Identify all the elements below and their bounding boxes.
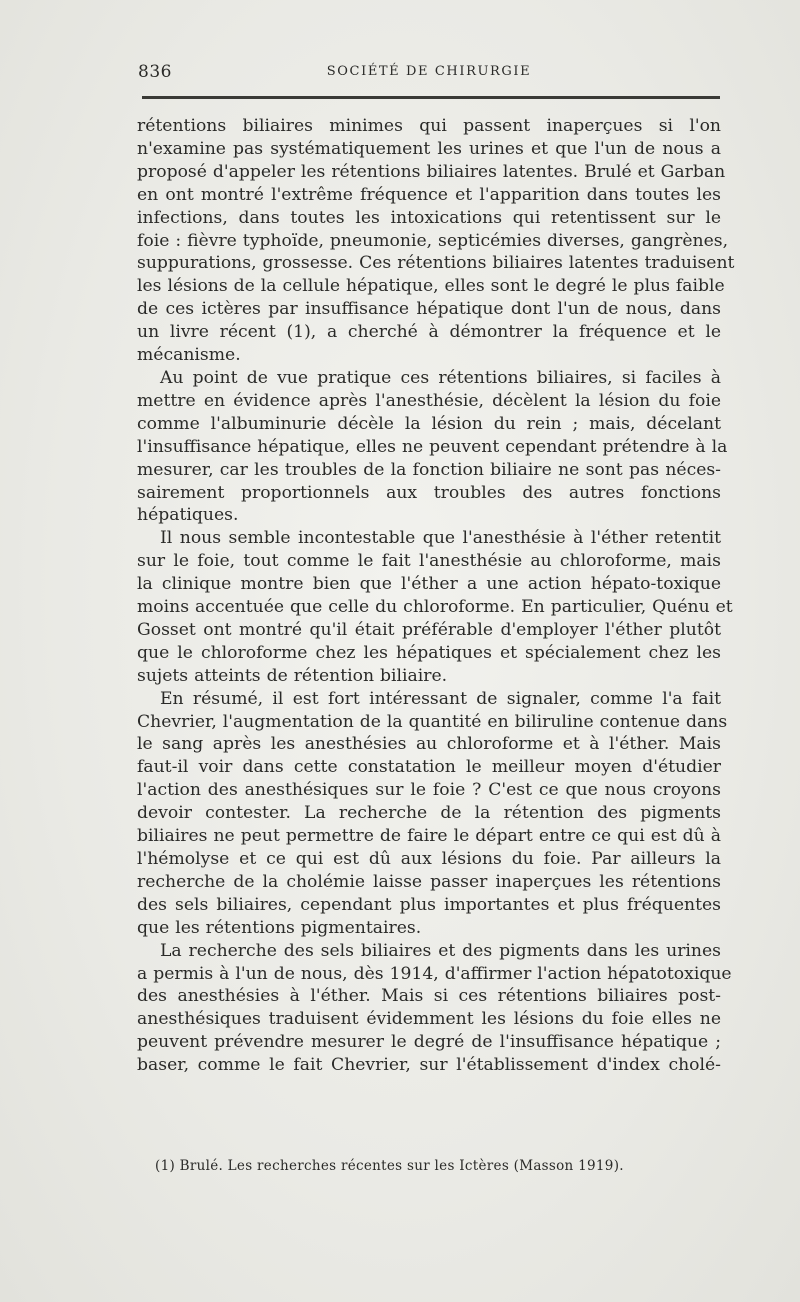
text-line: devoir contester. La recherche de la rétention des pigments [137, 803, 721, 824]
text-line: peuvent prévendre mesurer le degré de l'insuffisance hépatique ; [137, 1032, 721, 1053]
text-line: suppurations, grossesse. Ces rétentions biliaires latentes traduisent [137, 253, 735, 274]
text-line: les lésions de la cellule hépatique, elles sont le degré le plus faible [137, 276, 725, 297]
text-line: des sels biliaires, cependant plus importantes et plus fréquentes [137, 894, 721, 915]
text-line: la clinique montre bien que l'éther a une action hépato-toxique [137, 574, 721, 595]
text-line: Gosset ont montré qu'il était préférable d'employer l'éther plutôt [137, 619, 721, 640]
text-line: Il nous semble incontestable que l'anesthésie à l'éther retentit [160, 528, 721, 549]
text-line: sairement proportionnels aux troubles des autres fonctions [137, 482, 721, 503]
page-header [138, 62, 720, 84]
text-line: hépatiques. [137, 505, 239, 526]
text-line: sujets atteints de rétention biliaire. [137, 665, 448, 686]
text-line: mettre en évidence après l'anesthésie, décèlent la lésion du foie [137, 390, 721, 411]
text-line: des anesthésies à l'éther. Mais si ces rétentions biliaires post- [137, 986, 721, 1007]
text-line: proposé d'appeler les rétentions biliaires latentes. Brulé et Garban [137, 161, 726, 182]
text-line: biliaires ne peut permettre de faire le départ entre ce qui est dû à [137, 826, 721, 847]
text-line: que les rétentions pigmentaires. [137, 917, 422, 938]
running-head: SOCIÉTÉ DE CHIRURGIE [326, 64, 532, 79]
text-line: l'hémolyse et ce qui est dû aux lésions du foie. Par ailleurs la [137, 849, 721, 869]
text-line: de ces ictères par insuffisance hépatique dont l'un de nous, dans [137, 299, 721, 320]
text-line: faut-il voir dans cette constatation le meilleur moyen d'étudier [137, 757, 721, 778]
text-line: moins accentuée que celle du chloroforme. En particulier, Quénu et [137, 597, 733, 618]
text-line: foie : fièvre typhoïde, pneumonie, septicémies diverses, gangrènes, [137, 230, 729, 251]
text-line: n'examine pas systématiquement les urines et que l'un de nous a [137, 138, 721, 159]
text-line: en ont montré l'extrême fréquence et l'apparition dans toutes les [137, 184, 721, 205]
body-text [137, 115, 735, 1077]
page-number: 836 [138, 62, 172, 82]
text-line: En résumé, il est fort intéressant de signaler, comme l'a fait [160, 688, 721, 709]
text-line: le sang après les anesthésies au chloroforme et à l'éther. Mais [137, 734, 721, 755]
text-line: comme l'albuminurie décèle la lésion du rein ; mais, décelant [137, 413, 721, 434]
text-line: recherche de la cholémie laisse passer inaperçues les rétentions [137, 871, 721, 892]
text-line: mécanisme. [137, 345, 241, 366]
text-line: rétentions biliaires minimes qui passent inaperçues si l'on [137, 116, 721, 136]
text-line: l'action des anesthésiques sur le foie ? C'est ce que nous croyons [137, 780, 721, 801]
text-line: sur le foie, tout comme le fait l'anesthésie au chloroforme, mais [137, 551, 721, 572]
text-line: que le chloroforme chez les hépatiques et spécialement chez les [137, 642, 721, 663]
text-line: La recherche des sels biliaires et des pigments dans les urines [160, 940, 721, 961]
text-line: anesthésiques traduisent évidemment les lésions du foie elles ne [137, 1009, 721, 1030]
header-rule [142, 96, 720, 99]
text-line: Chevrier, l'augmentation de la quantité en biliruline contenue dans [137, 711, 728, 732]
text-line: a permis à l'un de nous, dès 1914, d'affirmer l'action hépatotoxique [137, 963, 732, 984]
text-line: baser, comme le fait Chevrier, sur l'établissement d'index cholé- [137, 1055, 721, 1076]
text-line: l'insuffisance hépatique, elles ne peuvent cependant prétendre à la [137, 436, 728, 457]
text-line: infections, dans toutes les intoxications qui retentissent sur le [137, 207, 721, 228]
text-line: Au point de vue pratique ces rétentions biliaires, si faciles à [160, 367, 721, 388]
footnote: (1) Brulé. Les recherches récentes sur les Ictères (Masson 1919). [155, 1158, 624, 1174]
text-line: mesurer, car les troubles de la fonction biliaire ne sont pas néces- [137, 459, 721, 480]
text-line: un livre récent (1), a cherché à démontrer la fréquence et le [137, 322, 721, 343]
